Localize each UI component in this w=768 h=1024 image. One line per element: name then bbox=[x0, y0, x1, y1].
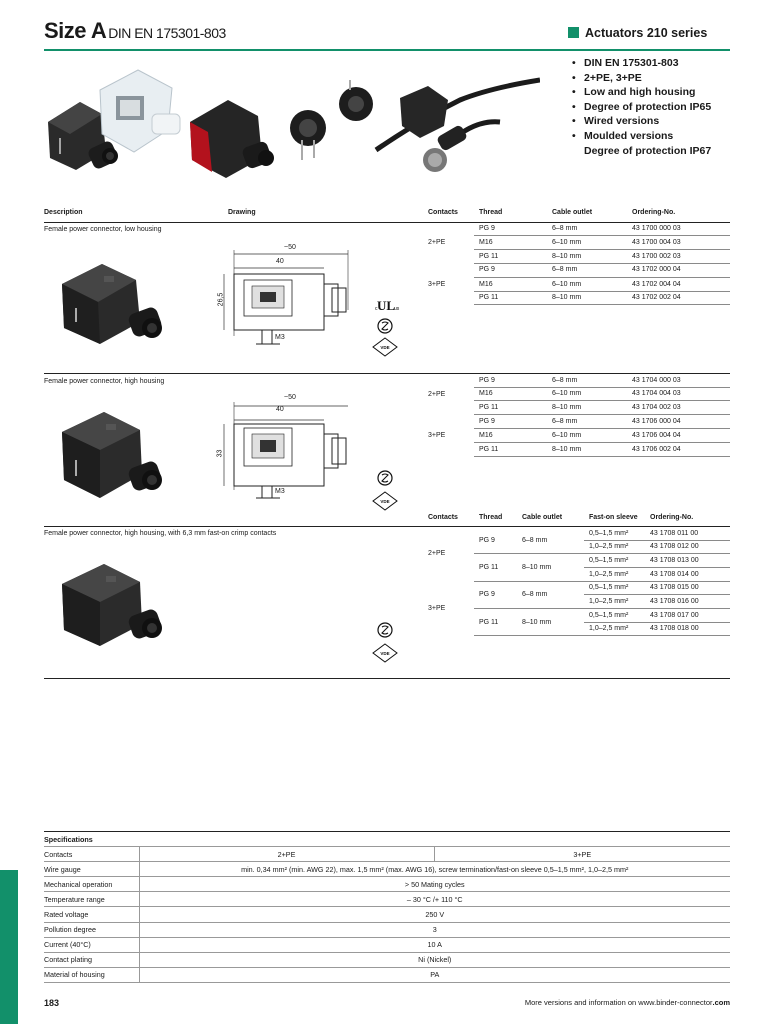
size-label: Size A bbox=[44, 18, 107, 43]
row-rule bbox=[474, 400, 730, 401]
ul-mark-suffix: us bbox=[394, 306, 400, 312]
thread-cell: PG 9 bbox=[479, 266, 495, 273]
spec-value: 3 bbox=[139, 922, 730, 937]
connector-photo-fast-on bbox=[54, 560, 172, 650]
col-thread: Thread bbox=[479, 209, 503, 216]
spec-value: Ni (Nickel) bbox=[139, 952, 730, 967]
semko-mark-icon bbox=[378, 319, 392, 333]
spec-row bbox=[44, 952, 730, 967]
thread-cell: PG 11 bbox=[479, 619, 499, 626]
row-rule bbox=[474, 635, 730, 636]
col-ordering-no: Ordering-No. bbox=[650, 514, 694, 521]
spec-label: Rated voltage bbox=[44, 907, 139, 922]
col-drawing: Drawing bbox=[228, 209, 256, 216]
vde-mark-text: VDE bbox=[380, 345, 390, 350]
vde-mark-text: VDE bbox=[380, 499, 390, 504]
spec-label: Pollution degree bbox=[44, 922, 139, 937]
approval-marks-1 bbox=[372, 296, 402, 358]
thread-cell: PG 9 bbox=[479, 377, 495, 384]
row-rule bbox=[474, 235, 730, 236]
col-cable-outlet: Cable outlet bbox=[522, 514, 563, 521]
feature-item-continued: Degree of protection IP67 bbox=[584, 144, 712, 157]
order-number: 43 1706 004 04 bbox=[632, 432, 681, 439]
cable-cell: 8–10 mm bbox=[522, 564, 552, 571]
row-rule bbox=[474, 581, 730, 582]
thread-cell: M16 bbox=[479, 390, 493, 397]
product-description: Female power connector, high housing bbox=[44, 378, 165, 385]
row-rule bbox=[474, 456, 730, 457]
spec-label: Material of housing bbox=[44, 967, 139, 982]
order-number: 43 1702 004 04 bbox=[632, 281, 681, 288]
spec-value: – 30 °C /+ 110 °C bbox=[139, 892, 730, 907]
spec-row bbox=[44, 922, 730, 937]
spec-label: Temperature range bbox=[44, 892, 139, 907]
order-number: 43 1708 015 00 bbox=[650, 584, 699, 591]
cable-cell: 6–8 mm bbox=[552, 418, 578, 425]
row-rule bbox=[474, 304, 730, 305]
order-number: 43 1708 018 00 bbox=[650, 625, 699, 632]
approval-marks-2 bbox=[372, 466, 402, 514]
contacts-cell: 3+PE bbox=[428, 432, 446, 439]
cable-cell: 8–10 mm bbox=[552, 294, 582, 301]
row-rule bbox=[474, 249, 730, 250]
approval-marks-3 bbox=[372, 620, 402, 666]
cable-cell: 6–8 mm bbox=[552, 225, 578, 232]
spec-value: PA bbox=[139, 967, 730, 982]
connector-photo-red bbox=[190, 100, 274, 178]
sleeve-cell: 1,0–2,5 mm² bbox=[589, 543, 629, 550]
col-contacts: Contacts bbox=[428, 514, 458, 521]
feature-item: • Low and high housing bbox=[584, 85, 711, 100]
col-fast-on-sleeve: Fast-on sleeve bbox=[589, 514, 638, 521]
dim-screw: M3 bbox=[275, 488, 285, 495]
contacts-cell: 3+PE bbox=[428, 605, 446, 612]
header-rule bbox=[44, 49, 730, 51]
connector-photo-transparent bbox=[100, 70, 180, 152]
spec-value: min. 0,34 mm² (min. AWG 22), max. 1,5 mm² (max. AWG 16), screw termination/fast-on sleeve 0,5–1,5 mm², 1,0–2,5 mm² bbox=[139, 862, 730, 877]
cable-cell: 6–10 mm bbox=[552, 432, 582, 439]
product-description: Female power connector, high housing, with 6,3 mm fast-on crimp contacts bbox=[44, 530, 277, 537]
sleeve-cell: 1,0–2,5 mm² bbox=[589, 625, 629, 632]
thread-cell: PG 11 bbox=[479, 564, 499, 571]
spec-value: 2+PE bbox=[139, 847, 434, 862]
spec-label: Current (40°C) bbox=[44, 937, 139, 952]
connector-photo-high-housing bbox=[54, 408, 172, 504]
product-photo-strip bbox=[40, 60, 540, 190]
dim-body: 40 bbox=[276, 258, 284, 265]
dim-screw: M3 bbox=[275, 334, 285, 341]
spec-value: 10 A bbox=[139, 937, 730, 952]
series-label: Actuators 210 series bbox=[585, 26, 708, 40]
spec-label: Wire gauge bbox=[44, 862, 139, 877]
drawing-high-housing bbox=[214, 394, 354, 502]
row-rule bbox=[584, 594, 730, 595]
order-number: 43 1704 004 03 bbox=[632, 390, 681, 397]
footer-tld: .com bbox=[712, 998, 730, 1007]
thread-cell: PG 9 bbox=[479, 418, 495, 425]
spec-value: > 50 Mating cycles bbox=[139, 877, 730, 892]
vde-mark-icon bbox=[373, 644, 397, 662]
thread-cell: PG 9 bbox=[479, 591, 495, 598]
standard-label: DIN EN 175301-803 bbox=[108, 25, 226, 41]
row-rule bbox=[474, 291, 730, 292]
table-end-rule bbox=[44, 678, 730, 679]
order-number: 43 1700 000 03 bbox=[632, 225, 681, 232]
cable-cell: 6–10 mm bbox=[552, 281, 582, 288]
cable-cell: 8–10 mm bbox=[552, 446, 582, 453]
ul-mark-text: UL bbox=[376, 298, 396, 313]
row-rule bbox=[474, 387, 730, 388]
spec-row bbox=[44, 892, 730, 907]
row-rule bbox=[474, 277, 730, 278]
dim-overall: ~50 bbox=[284, 394, 296, 401]
order-number: 43 1708 012 00 bbox=[650, 543, 699, 550]
spec-label: Mechanical operation bbox=[44, 877, 139, 892]
vde-mark-icon bbox=[373, 338, 397, 356]
page-number: 183 bbox=[44, 998, 60, 1008]
feature-item: • Degree of protection IP65 bbox=[584, 100, 711, 115]
specifications-title: Specifications bbox=[44, 832, 730, 847]
vde-mark-icon bbox=[373, 492, 397, 510]
dim-body: 40 bbox=[276, 406, 284, 413]
spec-row bbox=[44, 937, 730, 952]
vde-mark-text: VDE bbox=[380, 651, 390, 656]
dim-height: 26,5 bbox=[217, 292, 225, 307]
spec-row bbox=[44, 862, 730, 877]
contacts-cell: 3+PE bbox=[428, 281, 446, 288]
spec-row bbox=[44, 877, 730, 892]
sleeve-cell: 0,5–1,5 mm² bbox=[589, 557, 629, 564]
row-rule bbox=[584, 567, 730, 568]
sleeve-cell: 0,5–1,5 mm² bbox=[589, 530, 629, 537]
order-number: 43 1706 000 04 bbox=[632, 418, 681, 425]
cable-cell: 8–10 mm bbox=[522, 619, 552, 626]
row-rule bbox=[584, 622, 730, 623]
spec-row bbox=[44, 847, 730, 862]
thread-cell: PG 11 bbox=[479, 446, 499, 453]
order-number: 43 1706 002 04 bbox=[632, 446, 681, 453]
table1-header-rule bbox=[44, 222, 730, 223]
sleeve-cell: 1,0–2,5 mm² bbox=[589, 598, 629, 605]
col-ordering-no: Ordering-No. bbox=[632, 209, 676, 216]
feature-item: • 2+PE, 3+PE bbox=[584, 71, 711, 86]
spec-value: 250 V bbox=[139, 907, 730, 922]
thread-cell: M16 bbox=[479, 239, 493, 246]
row-rule bbox=[474, 553, 730, 554]
insert-photo-2 bbox=[339, 80, 373, 121]
thread-cell: PG 11 bbox=[479, 294, 499, 301]
order-number: 43 1708 014 00 bbox=[650, 571, 699, 578]
order-number: 43 1708 017 00 bbox=[650, 612, 699, 619]
ul-mark-prefix: c bbox=[375, 306, 378, 312]
order-number: 43 1700 002 03 bbox=[632, 253, 681, 260]
contacts-cell: 2+PE bbox=[428, 550, 446, 557]
series-title bbox=[568, 26, 707, 40]
table2-header-rule bbox=[44, 526, 730, 527]
cable-cell: 6–8 mm bbox=[522, 591, 548, 598]
row-rule bbox=[584, 540, 730, 541]
page-title bbox=[44, 18, 226, 44]
thread-cell: PG 9 bbox=[479, 537, 495, 544]
spec-row bbox=[44, 907, 730, 922]
product-description: Female power connector, low housing bbox=[44, 226, 162, 233]
col-contacts: Contacts bbox=[428, 209, 458, 216]
connector-photo-low-housing bbox=[52, 258, 172, 350]
thread-cell: PG 9 bbox=[479, 225, 495, 232]
spec-label: Contact plating bbox=[44, 952, 139, 967]
cable-cell: 6–8 mm bbox=[552, 377, 578, 384]
semko-mark-icon bbox=[378, 623, 392, 637]
cable-cell: 8–10 mm bbox=[552, 404, 582, 411]
cable-cell: 6–10 mm bbox=[552, 390, 582, 397]
footer-link-text[interactable]: More versions and information on www.binder-connector bbox=[524, 998, 713, 1007]
contacts-cell: 2+PE bbox=[428, 239, 446, 246]
group-divider bbox=[44, 373, 730, 374]
specifications-table bbox=[44, 831, 730, 983]
row-rule bbox=[474, 428, 730, 429]
feature-item: • DIN EN 175301-803 bbox=[584, 56, 711, 71]
feature-list bbox=[584, 56, 711, 158]
row-rule bbox=[474, 442, 730, 443]
dim-overall: ~50 bbox=[284, 244, 296, 251]
thread-cell: M16 bbox=[479, 281, 493, 288]
col-description: Description bbox=[44, 209, 83, 216]
cable-cell: 6–8 mm bbox=[522, 537, 548, 544]
sleeve-cell: 0,5–1,5 mm² bbox=[589, 612, 629, 619]
cable-cell: 8–10 mm bbox=[552, 253, 582, 260]
sleeve-cell: 1,0–2,5 mm² bbox=[589, 571, 629, 578]
semko-mark-icon bbox=[378, 471, 392, 485]
order-number: 43 1708 011 00 bbox=[650, 530, 699, 537]
thread-cell: PG 11 bbox=[479, 253, 499, 260]
order-number: 43 1708 016 00 bbox=[650, 598, 699, 605]
col-thread: Thread bbox=[479, 514, 503, 521]
footer-text bbox=[525, 998, 730, 1007]
ul-mark-icon bbox=[375, 298, 400, 313]
spec-label: Contacts bbox=[44, 847, 139, 862]
thread-cell: M16 bbox=[479, 432, 493, 439]
order-number: 43 1702 000 04 bbox=[632, 266, 681, 273]
row-rule bbox=[474, 608, 730, 609]
contacts-cell: 2+PE bbox=[428, 391, 446, 398]
spec-row bbox=[44, 967, 730, 982]
thread-cell: PG 11 bbox=[479, 404, 499, 411]
order-number: 43 1702 002 04 bbox=[632, 294, 681, 301]
col-cable-outlet: Cable outlet bbox=[552, 209, 593, 216]
series-square-icon bbox=[568, 27, 579, 38]
cable-cell: 6–10 mm bbox=[552, 239, 582, 246]
order-number: 43 1700 004 03 bbox=[632, 239, 681, 246]
dim-height: 33 bbox=[216, 449, 224, 458]
side-tab-accent bbox=[0, 870, 18, 1024]
feature-item: • Moulded versions bbox=[584, 129, 711, 144]
feature-item: • Wired versions bbox=[584, 114, 711, 129]
insert-photo-1 bbox=[290, 110, 326, 160]
order-number: 43 1704 000 03 bbox=[632, 377, 681, 384]
order-number: 43 1708 013 00 bbox=[650, 557, 699, 564]
spec-value: 3+PE bbox=[434, 847, 730, 862]
moulded-cable-photo bbox=[376, 80, 540, 172]
sleeve-cell: 0,5–1,5 mm² bbox=[589, 584, 629, 591]
row-rule bbox=[474, 263, 730, 264]
order-number: 43 1704 002 03 bbox=[632, 404, 681, 411]
row-rule bbox=[474, 414, 730, 415]
cable-cell: 6–8 mm bbox=[552, 266, 578, 273]
